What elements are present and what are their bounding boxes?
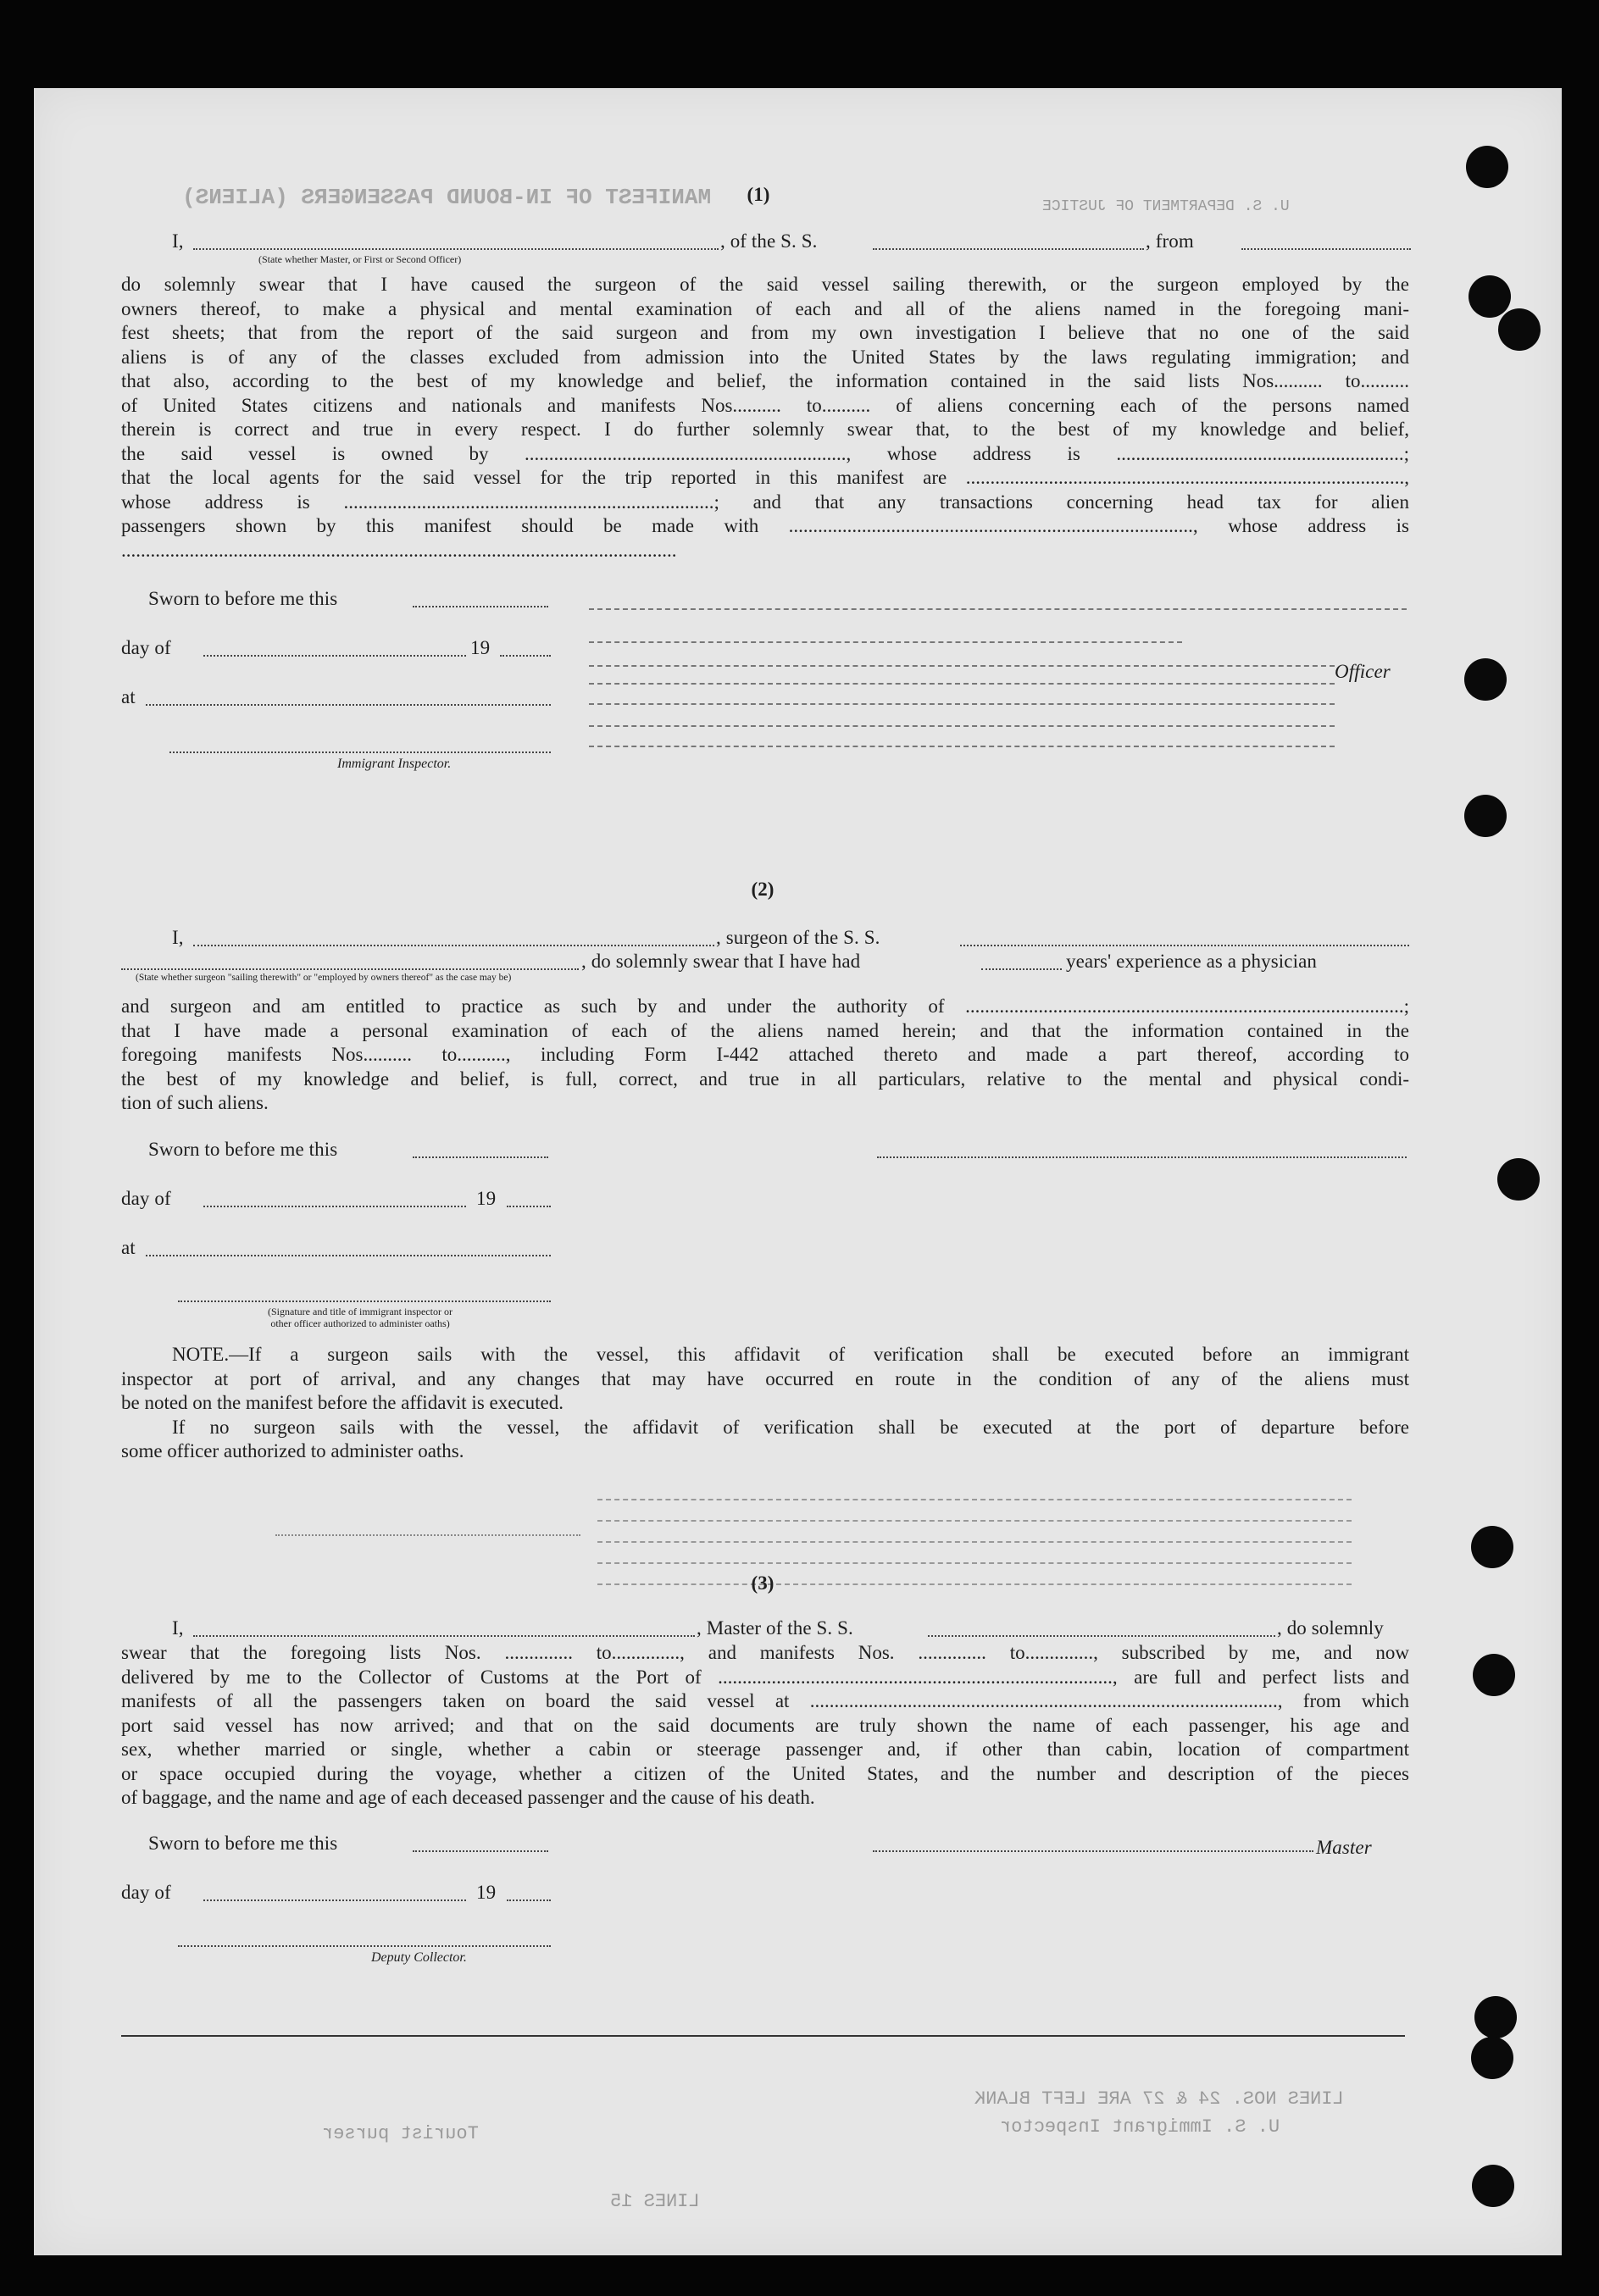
punch-hole bbox=[1464, 658, 1507, 701]
s3-sworn-line bbox=[413, 1850, 548, 1852]
s2-caption: (State whether surgeon "sailing therewith" or "employed by owners thereof" as the case may be) bbox=[136, 973, 512, 983]
s2-row: and surgeon and am entitled to practice as such by and under the authority of ..........................................................................................; bbox=[121, 995, 1409, 1017]
section-3-number: (3) bbox=[751, 1572, 775, 1594]
s1-row: of United States citizens and nationals and manifests Nos.......... to.......... of aliens concerning each of the persons named bbox=[121, 394, 1409, 416]
s3-year-label: 19 bbox=[476, 1882, 497, 1903]
s1-name-line bbox=[193, 248, 719, 250]
punch-hole bbox=[1471, 2037, 1513, 2079]
s1-row: that also, according to the best of my knowledge and belief, the information contained in the said lists Nos.......... to.......... bbox=[121, 370, 1409, 391]
s3-ship-line bbox=[928, 1635, 1275, 1637]
s1-dayof-label: day of bbox=[121, 637, 171, 658]
s2-oath-text bbox=[121, 995, 1409, 1116]
s1-year-label: 19 bbox=[470, 637, 491, 658]
s3-master-label: , Master of the S. S. bbox=[697, 1617, 853, 1639]
s3-collector-line bbox=[178, 1945, 551, 1947]
s3-row: of baggage, and the name and age of each deceased passenger and the cause of his death. bbox=[121, 1787, 815, 1808]
s2-swear-label: , do solemnly swear that I have had bbox=[581, 951, 861, 972]
s2-year-label: 19 bbox=[476, 1188, 497, 1209]
note-row: inspector at port of arrival, and any changes that may have occurred en route in the condition of any of the aliens must bbox=[121, 1367, 1409, 1389]
s1-sworn-label: Sworn to before me this bbox=[148, 588, 338, 609]
s1-inspector-line bbox=[169, 751, 551, 753]
punch-hole bbox=[1469, 275, 1511, 318]
s2-row: the best of my knowledge and belief, is full, correct, and true in all particulars, relative to the mental and physical condi- bbox=[121, 1068, 1409, 1090]
s2-year-line bbox=[507, 1206, 551, 1207]
officer-sig-line bbox=[589, 725, 1335, 727]
s1-dayof-line bbox=[203, 655, 466, 657]
bleed-through-bottom: LINES 15 bbox=[610, 2191, 700, 2212]
faint-line bbox=[597, 1583, 1352, 1585]
s1-row: passengers shown by this manifest should be made with ..................................................................................., whose address is bbox=[121, 515, 1409, 536]
faint-line bbox=[275, 1534, 580, 1536]
s2-dayof-label: day of bbox=[121, 1188, 171, 1209]
note-row: NOTE.—If a surgeon sails with the vessel, this affidavit of verification shall be executed before an immigrant bbox=[172, 1344, 1409, 1365]
s3-collector-caption: Deputy Collector. bbox=[371, 1950, 467, 1965]
punch-hole bbox=[1474, 1996, 1517, 2038]
officer-sig-line bbox=[589, 683, 1335, 685]
punch-hole bbox=[1464, 795, 1507, 837]
s1-at-label: at bbox=[121, 686, 136, 707]
s2-name-line bbox=[193, 945, 714, 946]
s3-row: sex, whether married or single, whether a cabin or steerage passenger and, if other than cabin, location of compartment bbox=[121, 1739, 1409, 1760]
s3-solemnly-label: , do solemnly bbox=[1277, 1617, 1384, 1639]
s2-sig-caption: (Signature and title of immigrant inspector or bbox=[268, 1306, 452, 1317]
officer-sig-line bbox=[589, 641, 1182, 643]
bleed-through-bottom: LINES NOS. 24 & 27 ARE LEFT BLANK bbox=[974, 2088, 1344, 2110]
officer-sig-line bbox=[589, 746, 1335, 747]
s2-ship-label: , surgeon of the S. S. bbox=[716, 927, 880, 948]
s1-row: fest sheets; that from the report of the said surgeon and from my own investigation I believe that no one of the said bbox=[121, 322, 1409, 343]
bleed-through-dept: U. S. DEPARTMENT OF JUSTICE bbox=[1042, 198, 1290, 215]
s2-row: foregoing manifests Nos.......... to.........., including Form I-442 attached thereto and made a part thereof, according to bbox=[121, 1044, 1409, 1065]
s1-caption: (State whether Master, or First or Second Officer) bbox=[258, 253, 462, 265]
s2-type-line bbox=[121, 968, 579, 970]
s2-i-label: I, bbox=[172, 927, 184, 948]
s2-years-label: years' experience as a physician bbox=[1066, 951, 1317, 972]
note-row: some officer authorized to administer oaths. bbox=[121, 1440, 464, 1461]
s1-row: therein is correct and true in every respect. I do further solemnly swear that, to the best of my knowledge and belief, bbox=[121, 419, 1409, 440]
officer-sig-line bbox=[589, 608, 1407, 610]
s3-i-label: I, bbox=[172, 1617, 184, 1639]
s1-oath-text bbox=[121, 273, 1409, 563]
s2-sworn-line bbox=[413, 1156, 548, 1158]
s1-from-label: , from bbox=[1146, 230, 1194, 252]
s2-dayof-line bbox=[203, 1206, 466, 1207]
faint-line bbox=[597, 1520, 1352, 1522]
s3-row: delivered by me to the Collector of Customs at the Port of ................................................................................., are full and perfect lists and bbox=[121, 1666, 1409, 1688]
s1-ship-label: , of the S. S. bbox=[720, 230, 818, 252]
bottom-rule bbox=[121, 2035, 1405, 2037]
note-text bbox=[121, 1343, 1409, 1464]
s3-year-line bbox=[507, 1899, 551, 1901]
bleed-through-bottom: U. S. Immigrant Inspector bbox=[1000, 2116, 1280, 2138]
s1-i-label: I, bbox=[172, 230, 184, 252]
s1-at-line bbox=[146, 704, 551, 706]
s1-row: owners thereof, to make a physical and mental examination of each and all of the aliens named in the foregoing mani- bbox=[121, 297, 1409, 319]
s1-from-line bbox=[1241, 248, 1411, 250]
punch-hole bbox=[1497, 1158, 1540, 1201]
s3-row: manifests of all the passengers taken on board the said vessel at ................................................................................................, from which bbox=[121, 1690, 1409, 1711]
punch-hole bbox=[1473, 1654, 1515, 1696]
s3-row: or space occupied during the voyage, whether a citizen of the United States, and the number and description of the pieces bbox=[121, 1762, 1409, 1784]
s1-row: the said vessel is owned by .................................................................., whose address is ...........................................................; bbox=[121, 442, 1409, 464]
s2-row: tion of such aliens. bbox=[121, 1092, 269, 1113]
punch-hole bbox=[1472, 2165, 1514, 2207]
s3-master-sig-label: Master bbox=[1316, 1837, 1372, 1858]
s2-at-line bbox=[146, 1255, 551, 1256]
s1-row: .................................................................................................................. bbox=[121, 539, 677, 561]
faint-line bbox=[597, 1499, 1352, 1500]
s1-sworn-line bbox=[413, 606, 548, 607]
bleed-through-header: MANIFEST OF IN-BOUND PASSENGERS (ALIENS) bbox=[182, 185, 712, 210]
officer-sig-line bbox=[589, 665, 1335, 667]
s2-officer-line bbox=[178, 1301, 551, 1302]
officer-sig-line bbox=[589, 703, 1335, 705]
s3-name-line bbox=[193, 1635, 695, 1637]
s3-row: port said vessel has now arrived; and that on the said documents are truly shown the name of each passenger, his age and bbox=[121, 1714, 1409, 1736]
s2-at-label: at bbox=[121, 1237, 136, 1258]
punch-hole bbox=[1471, 1526, 1513, 1568]
s1-officer-label: Officer bbox=[1335, 661, 1391, 682]
s1-row: whose address is ............................................................................; and that any transactions concerning head tax for alien bbox=[121, 491, 1409, 513]
s3-dayof-label: day of bbox=[121, 1882, 171, 1903]
s2-sig-caption: other officer authorized to administer oaths) bbox=[270, 1317, 450, 1329]
note-row: be noted on the manifest before the affidavit is executed. bbox=[121, 1392, 564, 1413]
s1-row: that the local agents for the said vessel for the trip reported in this manifest are .........................................................................................., bbox=[121, 467, 1409, 488]
s2-ship-line bbox=[960, 945, 1409, 946]
s2-sworn-label: Sworn to before me this bbox=[148, 1139, 338, 1160]
s1-ship-line bbox=[873, 248, 1144, 250]
s1-year-line bbox=[500, 655, 551, 657]
section-1-number: (1) bbox=[747, 184, 770, 205]
s2-years-line bbox=[981, 968, 1062, 970]
s1-row: aliens is of any of the classes excluded from admission into the United States by the laws regulating immigration; and bbox=[121, 346, 1409, 368]
section-2-number: (2) bbox=[751, 879, 775, 900]
bleed-through-bottom: Tourist purser bbox=[322, 2123, 479, 2144]
s3-master-sig-line bbox=[873, 1850, 1313, 1852]
s2-row: that I have made a personal examination of each of the aliens named herein; and that the information contained in the bbox=[121, 1019, 1409, 1041]
note-row: If no surgeon sails with the vessel, the affidavit of verification shall be executed at the port of departure before bbox=[172, 1416, 1409, 1438]
punch-hole bbox=[1466, 146, 1508, 188]
s3-sworn-label: Sworn to before me this bbox=[148, 1833, 338, 1854]
s1-row: do solemnly swear that I have caused the surgeon of the said vessel sailing therewith, or the surgeon employed by the bbox=[121, 274, 1409, 295]
punch-hole bbox=[1498, 308, 1541, 351]
s3-oath-text bbox=[121, 1641, 1409, 1811]
s1-inspector-caption: Immigrant Inspector. bbox=[337, 757, 452, 771]
s3-row: swear that the foregoing lists Nos. .............. to.............., and manifests Nos. .............. to.............., subscribed by me, and now bbox=[121, 1642, 1409, 1663]
s3-dayof-line bbox=[203, 1899, 466, 1901]
faint-line bbox=[597, 1562, 1352, 1564]
s2-surgeon-sig-line bbox=[877, 1156, 1407, 1158]
faint-line bbox=[597, 1541, 1352, 1543]
